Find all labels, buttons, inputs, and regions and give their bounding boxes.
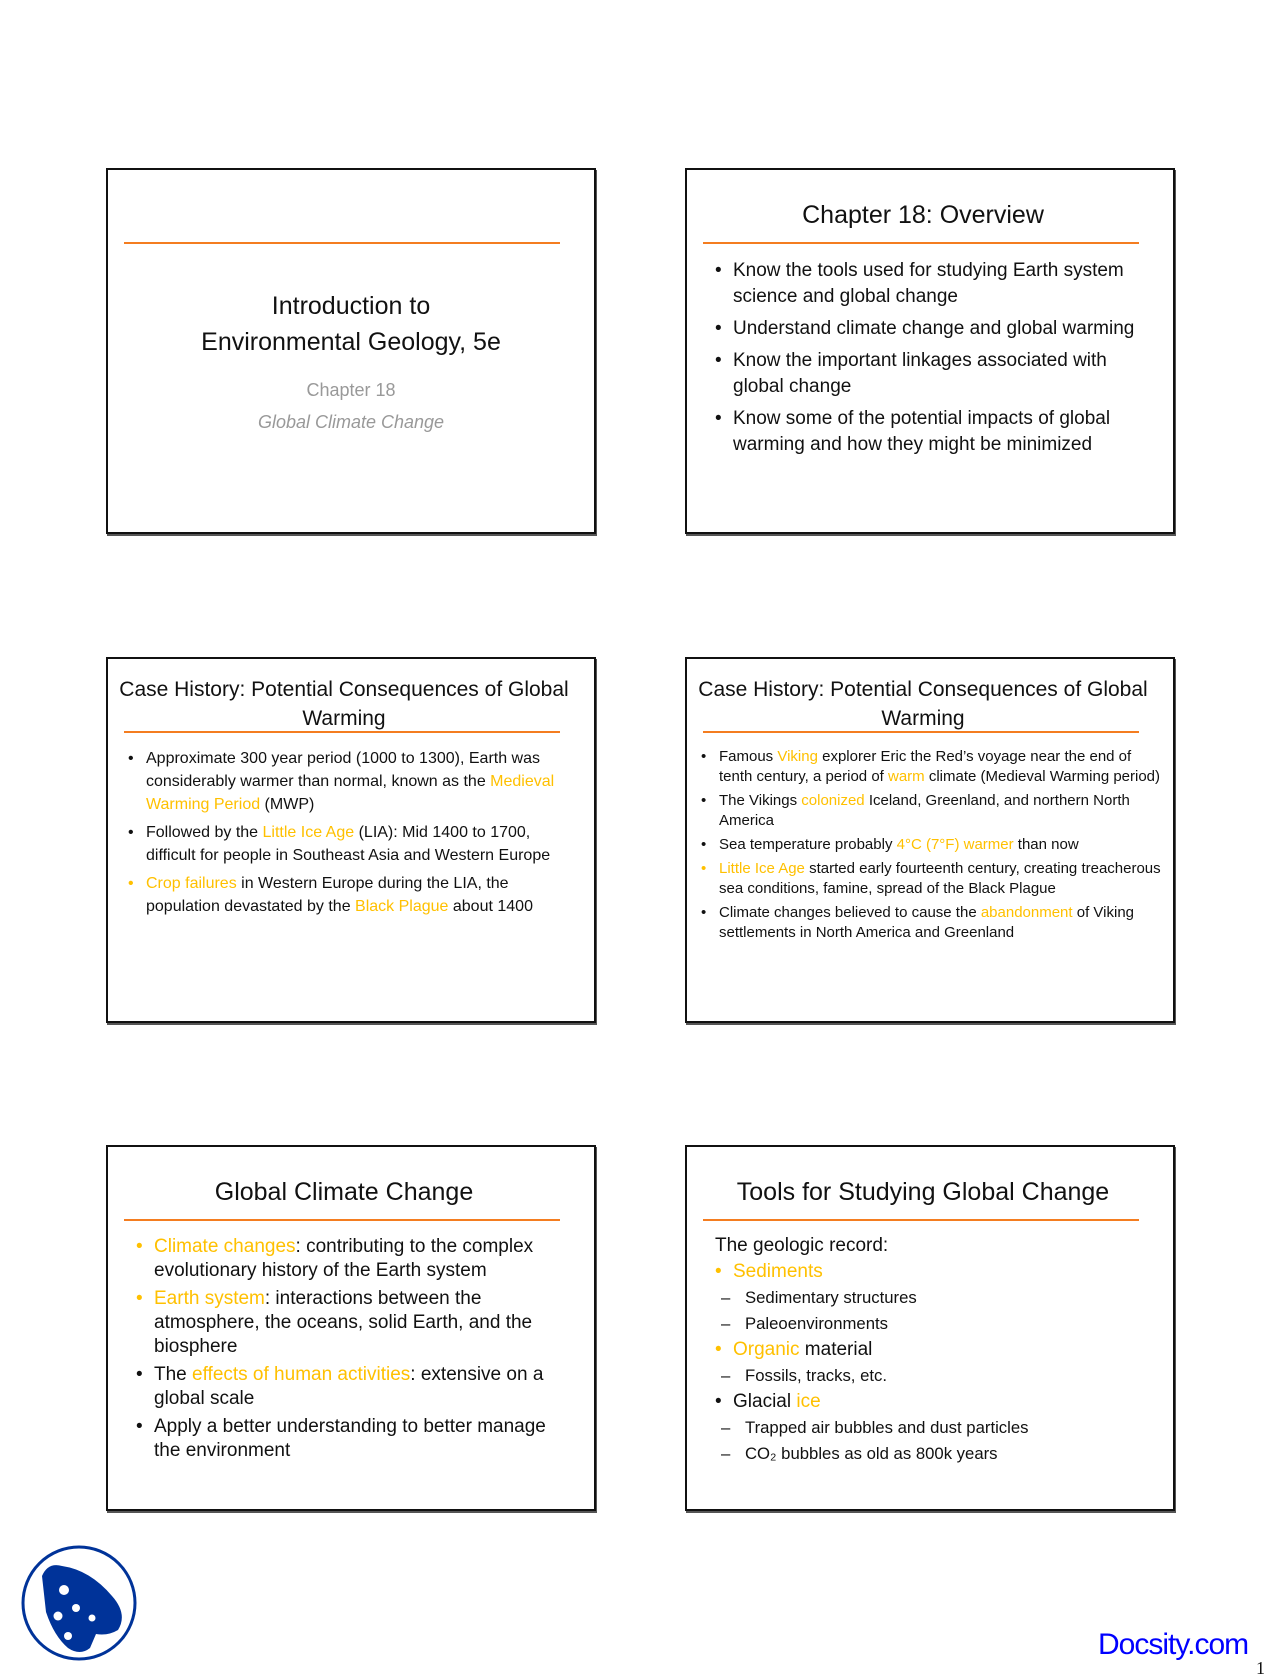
- highlight-term: abandonment: [980, 904, 1073, 921]
- bullet-text: Know the tools used for studying Earth system science and global change: [733, 260, 1124, 307]
- chapter-subtitle: Global Climate Change: [257, 412, 445, 432]
- slide-title: [106, 168, 596, 534]
- bullet-marker: •: [701, 748, 707, 765]
- intro-text: The geologic record:: [715, 1235, 889, 1256]
- highlight-term: Organic: [733, 1339, 800, 1360]
- dash-marker: –: [721, 1314, 731, 1333]
- bullet-item: [701, 747, 1161, 787]
- bullet-text: started early fourteenth century, creating treacherous sea conditions, famine, spread of the Black Plague: [719, 860, 1161, 897]
- slide-title: Case History: Potential Consequences of Global Warming: [119, 678, 569, 730]
- bullet-marker: •: [136, 1416, 143, 1437]
- chapter-label: Chapter 18: [306, 380, 396, 400]
- bullet-item: [136, 1415, 576, 1463]
- presentation-title: [108, 288, 594, 360]
- highlight-term: colonized: [801, 792, 865, 809]
- page-number: 1: [1256, 1658, 1265, 1678]
- highlight-term: Medieval Warming Period: [146, 773, 555, 813]
- bullet-text: Paleoenvironments: [745, 1314, 888, 1333]
- bullet-item: [715, 406, 1155, 458]
- dash-marker: –: [721, 1418, 731, 1437]
- dash-marker: –: [721, 1366, 731, 1385]
- slide-case-history-2: [685, 657, 1175, 1023]
- bullet-item: [136, 1287, 576, 1359]
- bullet-text: climate (Medieval Warming period): [924, 768, 1161, 785]
- bullet-item: [701, 791, 1161, 831]
- highlight-term: Viking: [777, 748, 818, 765]
- title-rule: [124, 242, 560, 244]
- bullet-marker: •: [701, 836, 707, 853]
- slide-tools: [685, 1145, 1175, 1511]
- slide-global-climate-change: [106, 1145, 596, 1511]
- docsity-logo: [20, 1544, 138, 1662]
- bullet-marker: •: [136, 1288, 143, 1309]
- bullet-list: [715, 1259, 1155, 1467]
- bullet-marker: •: [701, 904, 707, 921]
- bullet-marker: •: [715, 408, 722, 429]
- bullet-text: Know the important linkages associated with global change: [733, 350, 1107, 397]
- bullet-marker: •: [715, 1391, 722, 1412]
- bullet-text: Famous: [719, 748, 778, 765]
- highlight-term: 4°C (7°F) warmer: [896, 836, 1014, 853]
- bullet-text: Iceland, Greenland, and northern North America: [719, 792, 1130, 829]
- bullet-text: Know some of the potential impacts of global warming and how they might be minimized: [733, 408, 1111, 455]
- bullet-text: Climate changes believed to cause the: [719, 904, 981, 921]
- bullet-item: [128, 821, 580, 867]
- bullet-list: [701, 747, 1161, 947]
- dash-marker: –: [721, 1288, 731, 1307]
- highlight-term: warm: [888, 768, 925, 785]
- bullet-item: [715, 1337, 1155, 1363]
- slide-case-history-1: [106, 657, 596, 1023]
- bullet-text: material: [799, 1339, 873, 1360]
- bullet-marker: •: [128, 875, 134, 892]
- bullet-marker: •: [715, 1339, 722, 1360]
- bullet-text: Glacial: [733, 1391, 797, 1412]
- bullet-marker: •: [128, 750, 134, 767]
- bullet-text: explorer Eric the Red’s voyage near the end of tenth century, a period of: [719, 748, 1132, 785]
- bullet-text: about 1400: [448, 898, 533, 915]
- bullet-text: Apply a better understanding to better manage the environment: [154, 1416, 546, 1461]
- bullet-list: [128, 747, 580, 923]
- slide-title: Global Climate Change: [214, 1178, 474, 1206]
- sub-bullet-item: [721, 1311, 1155, 1337]
- highlight-term: Black Plague: [355, 898, 449, 915]
- title-rule: [703, 242, 1139, 244]
- bullet-marker: •: [701, 792, 707, 809]
- docsity-link[interactable]: Docsity.com: [1098, 1628, 1249, 1661]
- sub-bullet-item: [721, 1415, 1155, 1441]
- bullet-marker: •: [715, 1261, 722, 1282]
- bullet-marker: •: [715, 260, 722, 281]
- bullet-text: Approximate 300 year period (1000 to 1300), Earth was considerably warmer than normal, known as the: [146, 750, 541, 790]
- bullet-text: in Western Europe during the LIA, the population devastated by the: [146, 875, 509, 915]
- bullet-text: The: [154, 1364, 193, 1385]
- slide-title: Case History: Potential Consequences of Global Warming: [698, 678, 1148, 730]
- bullet-item: [136, 1235, 576, 1283]
- title-line: Introduction to: [271, 292, 431, 320]
- bullet-item: [128, 747, 580, 816]
- bullet-text: Fossils, tracks, etc.: [745, 1366, 888, 1385]
- title-rule: [703, 1219, 1139, 1221]
- bullet-marker: •: [136, 1236, 143, 1257]
- highlight-term: Crop failures: [146, 875, 237, 892]
- bullet-text: Sea temperature probably: [719, 836, 897, 853]
- bullet-marker: •: [128, 824, 134, 841]
- sub-bullet-item: [721, 1441, 1155, 1467]
- bullet-text: The Vikings: [719, 792, 802, 809]
- bullet-marker: •: [136, 1364, 143, 1385]
- dash-marker: –: [721, 1444, 731, 1463]
- bullet-item: [715, 258, 1155, 310]
- title-rule: [124, 1219, 560, 1221]
- bullet-item: [715, 1389, 1155, 1415]
- bullet-item: [715, 1259, 1155, 1285]
- bullet-text: Understand climate change and global warming: [733, 318, 1135, 339]
- title-rule: [124, 731, 560, 733]
- slide-overview: [685, 168, 1175, 534]
- bullet-text: of Viking settlements in North America and Greenland: [719, 904, 1135, 941]
- highlight-term: Little Ice Age: [719, 860, 805, 877]
- sub-bullet-item: [721, 1285, 1155, 1311]
- title-rule: [703, 731, 1139, 733]
- bullet-text: : extensive on a global scale: [154, 1364, 544, 1409]
- bullet-text: (LIA): Mid 1400 to 1700, difficult for people in Southeast Asia and Western Europe: [146, 824, 551, 864]
- bullet-text: (MWP): [260, 796, 315, 813]
- bullet-item: [701, 859, 1161, 899]
- bullet-text: than now: [1013, 836, 1079, 853]
- bullet-list: [136, 1235, 576, 1467]
- bullet-marker: •: [701, 860, 707, 877]
- slide-title: Tools for Studying Global Change: [736, 1178, 1110, 1206]
- bullet-item: [701, 903, 1161, 943]
- bullet-item: [136, 1363, 576, 1411]
- highlight-term: Earth system: [154, 1288, 265, 1309]
- highlight-term: Little Ice Age: [262, 824, 355, 841]
- highlight-term: Climate changes: [154, 1236, 296, 1257]
- slide-title: Chapter 18: Overview: [802, 201, 1044, 229]
- highlight-term: Sediments: [733, 1261, 823, 1282]
- bullet-text: CO₂ bubbles as old as 800k years: [745, 1444, 998, 1463]
- bullet-item: [715, 348, 1155, 400]
- bullet-list: [715, 258, 1155, 464]
- highlight-term: ice: [796, 1391, 821, 1412]
- bullet-item: [701, 835, 1161, 855]
- highlight-term: effects of human activities: [192, 1364, 411, 1385]
- bullet-text: Trapped air bubbles and dust particles: [745, 1418, 1029, 1437]
- bullet-item: [715, 316, 1155, 342]
- bullet-text: : contributing to the complex evolutionary history of the Earth system: [154, 1236, 534, 1281]
- bullet-marker: •: [715, 350, 722, 371]
- sub-bullet-item: [721, 1363, 1155, 1389]
- bullet-text: : interactions between the atmosphere, the oceans, solid Earth, and the biosphere: [154, 1288, 533, 1357]
- bullet-item: [128, 872, 580, 918]
- bullet-text: Sedimentary structures: [745, 1288, 917, 1307]
- bullet-marker: •: [715, 318, 722, 339]
- title-line: Environmental Geology, 5e: [201, 328, 501, 356]
- bullet-text: Followed by the: [146, 824, 263, 841]
